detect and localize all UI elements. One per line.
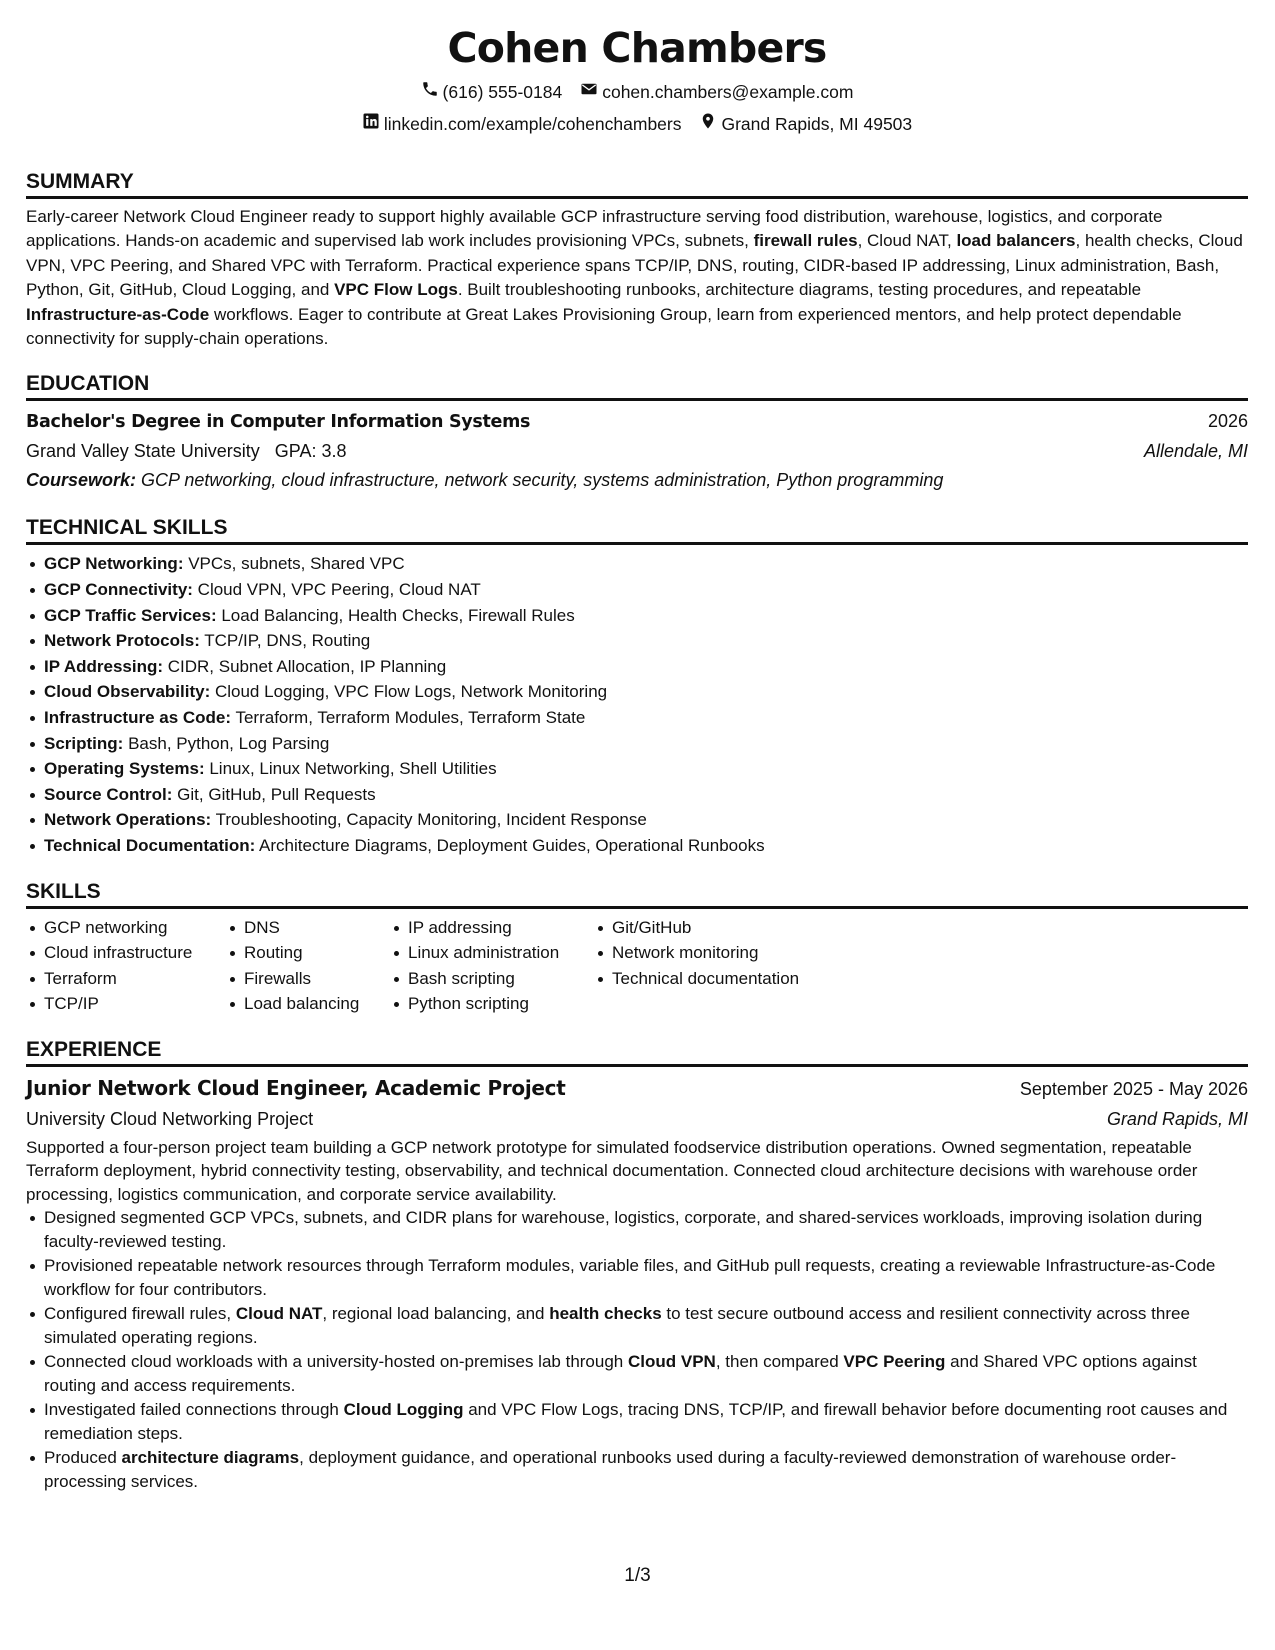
tech-skill-value: Cloud VPN, VPC Peering, Cloud NAT	[192, 580, 481, 600]
skill-item: Bash scripting	[408, 966, 594, 992]
summary-segment: workflows. Eager to contribute at Great Lakes Provisioning Group, learn from experienced mentors, and help protect dependable connectivity for supply-chain operations.	[26, 304, 1182, 349]
skill-item: Routing	[244, 940, 390, 966]
tech-skill-item	[44, 731, 1248, 757]
tech-skill-item	[44, 679, 1248, 705]
summary-segment-bold: Infrastructure-as-Code	[26, 304, 210, 324]
tech-skill-value: TCP/IP, DNS, Routing	[199, 631, 371, 651]
job-subheader	[26, 1104, 1248, 1134]
tech-skill-value: Linux, Linux Networking, Shell Utilities	[204, 759, 497, 779]
tech-skill-item	[44, 577, 1248, 603]
tech-skill-value: VPCs, subnets, Shared VPC	[183, 554, 405, 574]
school-name: Grand Valley State University	[26, 441, 260, 462]
tech-skill-item	[44, 705, 1248, 731]
summary-segment: , Cloud NAT,	[857, 231, 957, 251]
summary-segment-bold: VPC Flow Logs	[334, 280, 458, 300]
linkedin-text[interactable]: linkedin.com/example/cohenchambers	[383, 113, 682, 134]
skill-item: Network monitoring	[612, 940, 834, 966]
job-header	[26, 1073, 1248, 1104]
location-text: Grand Rapids, MI 49503	[721, 113, 913, 134]
tech-skill-value: Architecture Diagrams, Deployment Guides, Operational Runbooks	[255, 835, 765, 855]
tech-skill-label: Cloud Observability:	[44, 682, 211, 702]
summary-segment: Early-career Network Cloud Engineer ready to support highly available GCP infrastructure serving food distribution, warehouse, logistics, and corporate applications. Hands-on academic and supervised lab work includes provisioning VPCs, subnets,	[26, 207, 1163, 251]
skill-item: Linux administration	[408, 940, 594, 966]
summary-heading: SUMMARY	[26, 169, 1248, 199]
school-location: Allendale, MI	[1143, 441, 1248, 462]
tech-skill-label: Scripting:	[44, 733, 124, 753]
technical-skills-section	[26, 515, 1248, 858]
job-location: Grand Rapids, MI	[1106, 1108, 1248, 1129]
degree-row	[26, 407, 1248, 437]
contact-row-2	[26, 112, 1248, 135]
tech-skill-label: GCP Networking:	[44, 554, 184, 574]
bullet-text: , deployment guidance, and operational runbooks used during a faculty-reviewed demonstration of warehouse order-processing services.	[44, 1448, 1177, 1491]
map-pin-icon	[699, 112, 717, 135]
tech-skill-label: Operating Systems:	[44, 759, 205, 779]
job-description: Supported a four-person project team building a GCP network prototype for simulated foodservice distribution operations. Owned segmentation, repeatable Terraform deployment, hybrid connectivity testing, observability, and technical documentation. Connected cloud architecture decisions with warehouse order processing, logistics communication, and corporate service availability.	[26, 1137, 1198, 1204]
phone-icon	[421, 80, 439, 103]
bullet-text-bold: VPC Peering	[843, 1352, 946, 1372]
bullet-text: and VPC Flow Logs, tracing DNS, TCP/IP, and firewall behavior before documenting root causes and remediation steps.	[44, 1400, 1228, 1443]
skill-item: TCP/IP	[44, 991, 226, 1017]
summary-segment-bold: load balancers	[956, 231, 1076, 251]
bullet-text: Configured firewall rules,	[44, 1304, 236, 1324]
tech-skill-item	[44, 654, 1248, 680]
skill-item: Firewalls	[244, 966, 390, 992]
tech-skill-item	[44, 833, 1248, 859]
bullet-text: to test secure outbound access and resilient connectivity across three simulated operating regions.	[44, 1304, 1190, 1347]
email-contact[interactable]	[580, 80, 853, 103]
job-bullet	[44, 1254, 1248, 1301]
page-number: 1/3	[624, 1565, 651, 1586]
tech-skill-label: Source Control:	[44, 784, 173, 804]
job-bullet	[44, 1350, 1248, 1397]
job-dates: September 2025 - May 2026	[1019, 1078, 1248, 1099]
job-bullet	[44, 1206, 1248, 1253]
bullet-text: , then compared	[715, 1352, 844, 1372]
tech-skill-value: Bash, Python, Log Parsing	[123, 733, 330, 753]
skill-item: Technical documentation	[612, 966, 834, 992]
tech-skill-item	[44, 756, 1248, 782]
coursework	[26, 466, 943, 495]
bullet-text-bold: Cloud VPN	[627, 1352, 716, 1372]
job-bullet	[44, 1398, 1248, 1445]
contact-row-1	[26, 80, 1248, 103]
education-section	[26, 371, 1248, 495]
phone-text: (616) 555-0184	[442, 81, 563, 102]
skills-column	[594, 915, 834, 1017]
bullet-text-bold: architecture diagrams	[121, 1448, 300, 1468]
job-bullets	[26, 1206, 1248, 1493]
skill-item: Git/GitHub	[612, 915, 834, 941]
bullet-text: Designed segmented GCP VPCs, subnets, and CIDR plans for warehouse, logistics, corporate, and shared-services workloads, improving isolation during faculty-reviewed testing.	[44, 1208, 1203, 1251]
bullet-text: , regional load balancing, and	[322, 1304, 550, 1324]
experience-heading: EXPERIENCE	[26, 1037, 1248, 1067]
job-bullet	[44, 1446, 1248, 1493]
tech-skill-label: IP Addressing:	[44, 656, 164, 676]
skill-item: Python scripting	[408, 991, 594, 1017]
summary-section	[26, 169, 1248, 351]
tech-skill-item	[44, 603, 1248, 629]
skill-item: DNS	[244, 915, 390, 941]
tech-skill-label: Network Protocols:	[44, 631, 200, 651]
skill-item: GCP networking	[44, 915, 226, 941]
tech-skill-item	[44, 807, 1248, 833]
skill-item: Cloud infrastructure	[44, 940, 226, 966]
gpa: GPA: 3.8	[274, 441, 347, 462]
tech-skill-item	[44, 628, 1248, 654]
skills-column	[26, 915, 226, 1017]
skills-column	[226, 915, 390, 1017]
coursework-row	[26, 466, 1248, 495]
degree-name: Bachelor's Degree in Computer Information Systems	[26, 412, 531, 433]
tech-skill-label: GCP Connectivity:	[44, 580, 193, 600]
tech-skill-label: Infrastructure as Code:	[44, 708, 232, 727]
skills-grid	[26, 915, 1248, 1017]
tech-skill-label: Network Operations:	[44, 810, 212, 830]
job-organization: University Cloud Networking Project	[26, 1108, 314, 1129]
tech-skill-value: Load Balancing, Health Checks, Firewall Rules	[216, 605, 575, 625]
email-text[interactable]: cohen.chambers@example.com	[602, 81, 854, 102]
skill-item: Load balancing	[244, 991, 390, 1017]
tech-skill-value: Troubleshooting, Capacity Monitoring, Incident Response	[211, 810, 647, 830]
tech-skill-label: Technical Documentation:	[44, 835, 256, 855]
bullet-text-bold: Cloud Logging	[343, 1400, 464, 1420]
linkedin-icon	[362, 112, 380, 135]
envelope-icon	[580, 80, 598, 103]
education-heading: EDUCATION	[26, 371, 1248, 401]
bullet-text: Provisioned repeatable network resources through Terraform modules, variable files, and GitHub pull requests, creating a reviewable Infrastructure-as-Code workflow for four contributors.	[44, 1256, 1216, 1299]
tech-skill-value: Cloud Logging, VPC Flow Logs, Network Monitoring	[210, 682, 608, 702]
tech-skill-value: CIDR, Subnet Allocation, IP Planning	[163, 656, 447, 676]
skills-heading: SKILLS	[26, 879, 1248, 909]
school-info	[26, 437, 346, 466]
bullet-text: Connected cloud workloads with a university-hosted on-premises lab through	[44, 1352, 628, 1372]
tech-skill-item	[44, 782, 1248, 808]
bullet-text-bold: Cloud NAT	[235, 1304, 323, 1324]
school-row	[26, 437, 1248, 466]
linkedin-contact[interactable]	[362, 112, 682, 135]
summary-segment: , health checks, Cloud VPN, VPC Peering, and Shared VPC with Terraform. Practical experience spans TCP/IP, DNS, routing, CIDR-based IP addressing, Linux administration, Bash, Python, Git, GitHub, Cloud Logging, and	[26, 231, 1243, 300]
location-contact	[699, 112, 912, 135]
graduation-year: 2026	[1207, 411, 1248, 432]
tech-skill-value: Terraform, Terraform Modules, Terraform State	[231, 708, 586, 727]
job-bullet	[44, 1302, 1248, 1349]
technical-skills-heading: TECHNICAL SKILLS	[26, 515, 1248, 545]
technical-skills-list	[26, 551, 1248, 858]
skills-column	[390, 915, 594, 1017]
skill-item: Terraform	[44, 966, 226, 992]
phone-contact	[421, 80, 563, 103]
summary-segment: . Built troubleshooting runbooks, architecture diagrams, testing procedures, and repeatable	[457, 280, 1142, 300]
skills-section	[26, 879, 1248, 1017]
bullet-text: and Shared VPC options against routing and access requirements.	[44, 1352, 1197, 1395]
summary-text	[26, 205, 1248, 351]
job-title: Junior Network Cloud Engineer, Academic Project	[26, 1075, 566, 1100]
bullet-text-bold: health checks	[549, 1304, 662, 1324]
coursework-text: GCP networking, cloud infrastructure, network security, systems administration, Python programming	[136, 470, 944, 491]
summary-segment-bold: firewall rules	[753, 231, 858, 251]
experience-section	[26, 1037, 1248, 1494]
skill-item: IP addressing	[408, 915, 594, 941]
bullet-text: Produced	[44, 1448, 122, 1468]
bullet-text: Investigated failed connections through	[44, 1400, 344, 1420]
candidate-name: Cohen Chambers	[447, 24, 827, 72]
tech-skill-label: GCP Traffic Services:	[44, 605, 217, 625]
coursework-label: Coursework:	[26, 470, 137, 491]
tech-skill-value: Git, GitHub, Pull Requests	[172, 784, 376, 804]
tech-skill-item	[44, 551, 1248, 577]
